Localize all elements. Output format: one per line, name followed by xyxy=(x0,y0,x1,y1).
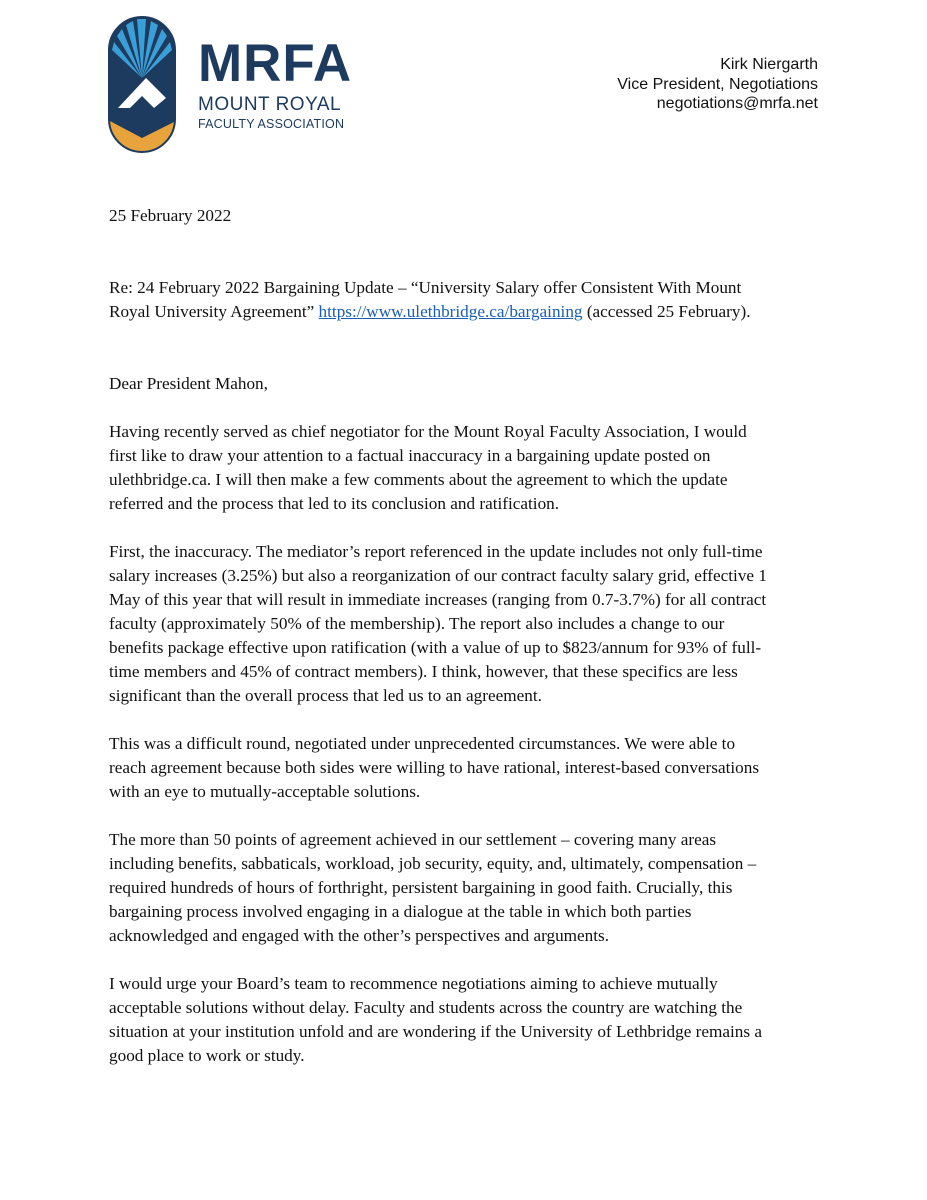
paragraph-line: good place to work or study. xyxy=(109,1046,305,1065)
paragraph-line: bargaining process involved engaging in a dialogue at the table in which both parties xyxy=(109,902,692,921)
paragraph-1 xyxy=(109,420,829,516)
paragraph-line: time members and 45% of contract members). I think, however, that these specifics are less xyxy=(109,662,738,681)
sender-email: negotiations@mrfa.net xyxy=(656,95,818,112)
paragraph-line: with an eye to mutually-acceptable solutions. xyxy=(109,782,421,801)
re-line-2-prefix: Royal University Agreement” xyxy=(109,302,319,321)
sender-name: Kirk Niergarth xyxy=(720,56,818,73)
paragraph-line: including benefits, sabbaticals, workload, job security, equity, and, ultimately, compensation – xyxy=(109,854,757,873)
logo-wordmark xyxy=(198,36,352,132)
paragraph-2 xyxy=(109,540,829,708)
re-line-2-suffix: (accessed 25 February). xyxy=(582,302,751,321)
paragraph-line: referred and the process that led to its conclusion and ratification. xyxy=(109,494,560,513)
paragraph-line: Having recently served as chief negotiator for the Mount Royal Faculty Association, I would xyxy=(109,422,747,441)
paragraph-line: I would urge your Board’s team to recommence negotiations aiming to achieve mutually xyxy=(109,974,718,993)
bargaining-link[interactable]: https://www.ulethbridge.ca/bargaining xyxy=(318,302,583,321)
paragraph-line: required hundreds of hours of forthright, persistent bargaining in good faith. Crucially, this xyxy=(109,878,733,897)
paragraph-5 xyxy=(109,972,829,1068)
paragraph-4 xyxy=(109,828,829,948)
paragraph-line: ulethbridge.ca. I will then make a few comments about the agreement to which the update xyxy=(109,470,728,489)
paragraph-line: reach agreement because both sides were willing to have rational, interest-based conversations xyxy=(109,758,760,777)
paragraph-line: acceptable solutions without delay. Faculty and students across the country are watching the xyxy=(109,998,743,1017)
paragraph-line: significant than the overall process that led us to an agreement. xyxy=(109,686,542,705)
mrfa-logo xyxy=(108,16,353,156)
logo-line-faculty-association: FACULTY ASSOCIATION xyxy=(198,117,345,131)
paragraph-line: First, the inaccuracy. The mediator’s report referenced in the update includes not only full-time xyxy=(109,542,763,561)
logo-acronym: MRFA xyxy=(198,34,353,93)
letter-date: 25 February 2022 xyxy=(109,206,232,225)
paragraph-line: The more than 50 points of agreement achieved in our settlement – covering many areas xyxy=(109,830,717,849)
sender-block xyxy=(617,55,818,114)
paragraph-line: acknowledged and engaged with the other’s perspectives and arguments. xyxy=(109,926,610,945)
sender-title: Vice President, Negotiations xyxy=(617,75,818,93)
mrfa-emblem-icon xyxy=(108,16,178,156)
paragraph-line: benefits package effective upon ratification (with a value of up to $823/annum for 93% of full- xyxy=(109,638,762,657)
paragraph-line: This was a difficult round, negotiated under unprecedented circumstances. We were able to xyxy=(109,734,736,753)
paragraph-line: salary increases (3.25%) but also a reorganization of our contract faculty salary grid, effective 1 xyxy=(109,566,767,585)
paragraph-line: faculty (approximately 50% of the membership). The report also includes a change to our xyxy=(109,614,725,633)
paragraph-line: situation at your institution unfold and are wondering if the University of Lethbridge remains a xyxy=(109,1022,762,1041)
re-line-1: Re: 24 February 2022 Bargaining Update – “University Salary offer Consistent With Mount xyxy=(109,278,742,297)
re-line-2 xyxy=(109,300,829,324)
salutation: Dear President Mahon, xyxy=(109,374,268,393)
paragraph-line: first like to draw your attention to a factual inaccuracy in a bargaining update posted on xyxy=(109,446,711,465)
letter-body xyxy=(109,204,829,1068)
logo-line-mount-royal: MOUNT ROYAL xyxy=(198,94,342,115)
paragraph-3 xyxy=(109,732,829,804)
paragraph-line: May of this year that will result in immediate increases (ranging from 0.7-3.7%) for all contract xyxy=(109,590,767,609)
